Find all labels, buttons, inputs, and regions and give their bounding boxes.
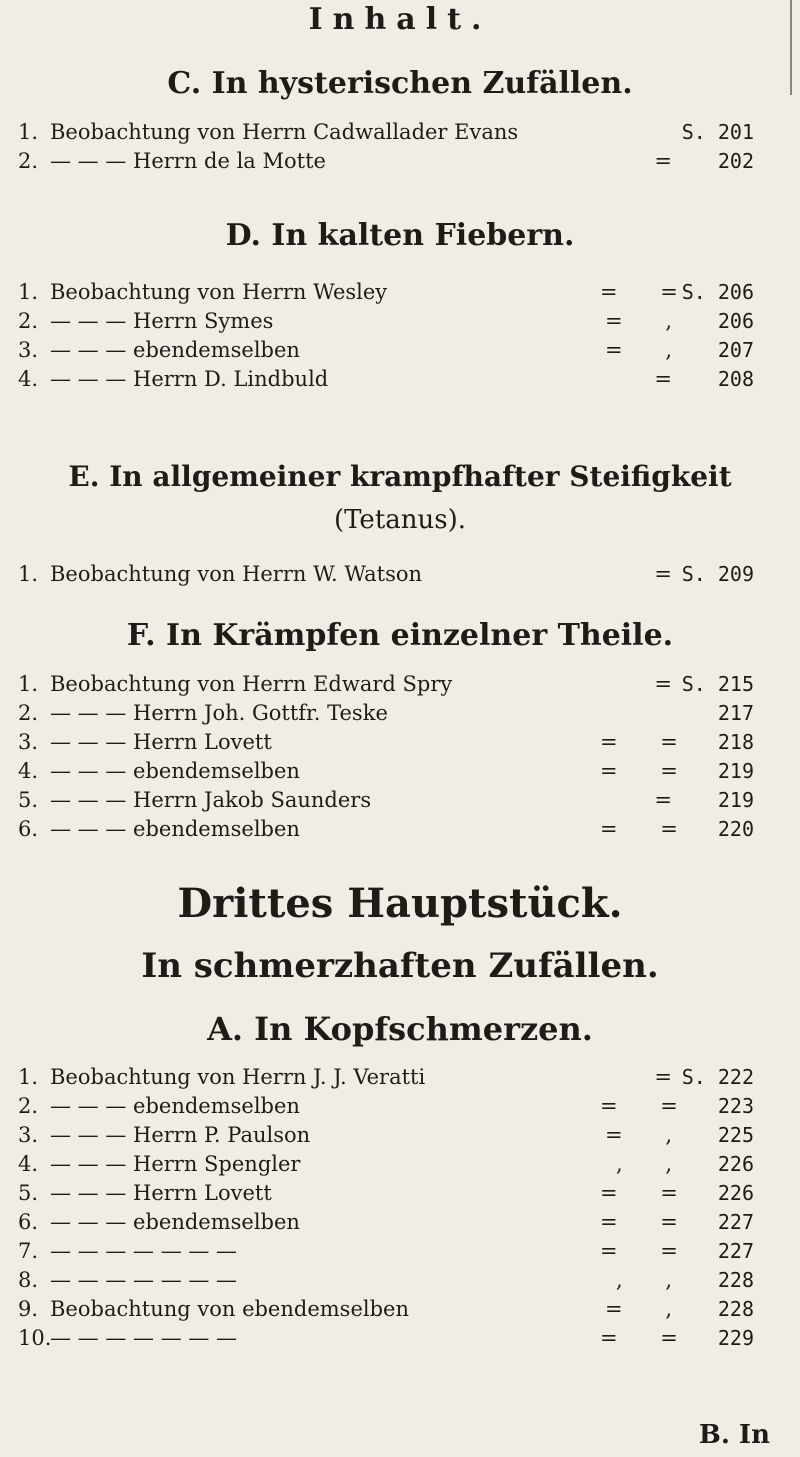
entry-page-number: 226 [717,1152,754,1176]
entry-leader-marks: = = [600,759,696,783]
entry-page-number: 228 [717,1297,754,1321]
toc-entry [0,147,800,176]
entry-number: 1. [18,280,39,304]
entry-number: 4. [18,1152,39,1176]
entry-title: — — — Herrn Joh. Gottfr. Teske [50,701,388,725]
entry-title: — — — Herrn Lovett [50,1181,272,1205]
entry-leader-marks: = = [600,817,696,841]
heading-a: A. In Kopfschmerzen. [207,1010,593,1048]
entry-number: 5. [18,1181,39,1205]
toc-entry [0,278,800,307]
toc-entry [0,1179,800,1208]
entry-page-number: 227 [717,1239,754,1263]
entry-title: — — — — — — — [50,1268,238,1292]
entry-leader-marks: = = [600,1181,696,1205]
entry-leader-marks: = , [605,309,690,333]
entry-title: — — — ebendemselben [50,338,300,362]
toc-entry [0,1121,800,1150]
entry-leader-marks: = [654,149,690,173]
entry-title: Beobachtung von Herrn W. Watson [50,562,423,586]
entry-title: — — — Herrn Spengler [50,1152,301,1176]
chapter-heading: Drittes Hauptstück. [177,880,623,927]
entry-number: 1. [18,1065,39,1089]
toc-entry [0,1063,800,1092]
entry-leader-marks: = , [605,338,690,362]
entry-number: 6. [18,817,39,841]
toc-entry [0,560,800,589]
heading-d: D. In kalten Fiebern. [225,218,575,253]
entry-number: 5. [18,788,39,812]
entry-number: 2. [18,1094,39,1118]
entry-leader-marks: = = [600,730,696,754]
running-header: Inhalt. [308,2,492,37]
entry-number: 3. [18,1123,39,1147]
section-e-list [0,560,800,589]
entry-title: Beobachtung von Herrn J. J. Veratti [50,1065,426,1089]
entry-leader-marks: = [654,788,690,812]
entry-leader-marks: , , [615,1152,690,1176]
entry-page-number: 226 [717,1181,754,1205]
entry-page-number: S. 209 [681,562,754,586]
toc-entry [0,728,800,757]
chapter-subheading: In schmerzhaften Zufällen. [141,946,659,986]
entry-number: 1. [18,562,39,586]
entry-number: 2. [18,701,39,725]
entry-number: 3. [18,730,39,754]
heading-e: E. In allgemeiner krampfhafter Steifigkeit [68,460,732,493]
toc-entry [0,786,800,815]
entry-title: — — — ebendemselben [50,759,300,783]
entry-number: 4. [18,759,39,783]
entry-number: 1. [18,120,39,144]
entry-page-number: S. 215 [681,672,754,696]
entry-leader-marks: = = [600,1326,696,1350]
entry-leader-marks: = = [600,1239,696,1263]
entry-leader-marks: = [654,672,690,696]
heading-c: C. In hysterischen Zufällen. [167,66,633,101]
entry-page-number: S. 206 [681,280,754,304]
entry-title: — — — ebendemselben [50,1210,300,1234]
toc-entry [0,1324,800,1353]
entry-leader-marks: = = [600,280,696,304]
entry-page-number: 225 [717,1123,754,1147]
entry-page-number: 219 [717,759,754,783]
entry-leader-marks: = , [605,1123,690,1147]
entry-title: — — — ebendemselben [50,817,300,841]
toc-entry [0,365,800,394]
heading-f: F. In Krämpfen einzelner Theile. [126,618,674,653]
entry-leader-marks: = [654,367,690,391]
entry-number: 1. [18,672,39,696]
entry-leader-marks: = = [600,1210,696,1234]
entry-number: 2. [18,149,39,173]
toc-entry [0,1266,800,1295]
entry-page-number: 208 [717,367,754,391]
toc-entry [0,1092,800,1121]
entry-number: 8. [18,1268,39,1292]
entry-title: Beobachtung von Herrn Cadwallader Evans [50,120,519,144]
entry-number: 9. [18,1297,39,1321]
section-d-list [0,278,800,394]
entry-number: 10. [18,1326,52,1350]
toc-entry [0,118,800,147]
entry-leader-marks: , , [615,1268,690,1292]
entry-page-number: 207 [717,338,754,362]
entry-title: — — — Herrn Symes [50,309,274,333]
toc-entry [0,815,800,844]
entry-page-number: 219 [717,788,754,812]
entry-page-number: 223 [717,1094,754,1118]
entry-page-number: 229 [717,1326,754,1350]
entry-title: — — — Herrn Lovett [50,730,272,754]
entry-number: 2. [18,309,39,333]
toc-entry [0,1208,800,1237]
entry-title: — — — — — — — [50,1239,238,1263]
section-c-list [0,118,800,176]
entry-number: 7. [18,1239,39,1263]
catchword: B. In [698,1420,770,1450]
toc-entry [0,336,800,365]
entry-title: — — — ebendemselben [50,1094,300,1118]
entry-leader-marks: = [654,562,690,586]
heading-e-subtitle: (Tetanus). [333,505,467,535]
section-f-list [0,670,800,844]
entry-title: Beobachtung von Herrn Wesley [50,280,388,304]
toc-entry [0,699,800,728]
entry-page-number: S. 222 [681,1065,754,1089]
entry-title: Beobachtung von ebendemselben [50,1297,409,1321]
entry-page-number: 206 [717,309,754,333]
entry-title: — — — Herrn D. Lindbuld [50,367,329,391]
entry-number: 6. [18,1210,39,1234]
entry-page-number: 202 [717,149,754,173]
toc-entry [0,307,800,336]
entry-leader-marks: = , [605,1297,690,1321]
entry-title: — — — Herrn Jakob Saunders [50,788,372,812]
entry-title: — — — — — — — [50,1326,238,1350]
toc-entry [0,1295,800,1324]
toc-entry [0,1237,800,1266]
entry-leader-marks: = [654,1065,690,1089]
entry-title: Beobachtung von Herrn Edward Spry [50,672,453,696]
entry-number: 3. [18,338,39,362]
entry-page-number: 217 [717,701,754,725]
entry-leader-marks: = = [600,1094,696,1118]
section-a-list [0,1063,800,1353]
toc-entry [0,757,800,786]
entry-title: — — — Herrn de la Motte [50,149,326,173]
entry-page-number: 218 [717,730,754,754]
entry-page-number: S. 201 [681,120,754,144]
entry-page-number: 220 [717,817,754,841]
toc-entry [0,1150,800,1179]
entry-page-number: 228 [717,1268,754,1292]
toc-entry [0,670,800,699]
entry-title: — — — Herrn P. Paulson [50,1123,311,1147]
entry-page-number: 227 [717,1210,754,1234]
entry-number: 4. [18,367,39,391]
